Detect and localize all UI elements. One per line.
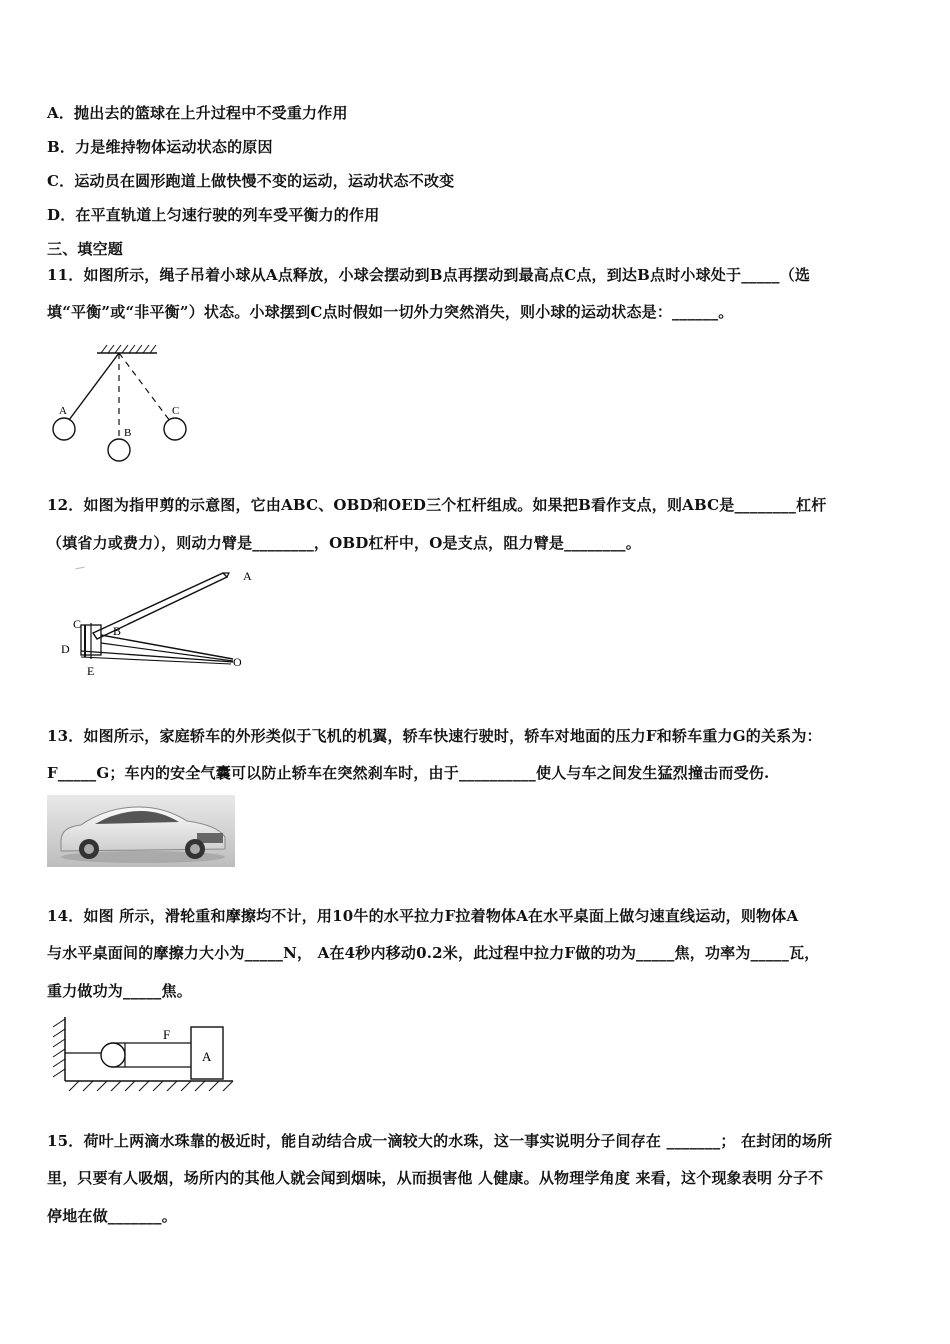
- pendulum-figure: [45, 343, 205, 468]
- label-b: B: [113, 624, 122, 638]
- option-d: D．在平直轨道上匀速行驶的列车受平衡力的作用: [47, 206, 380, 224]
- label-f: F: [163, 1027, 171, 1042]
- option-b: B．力是维持物体运动状态的原因: [47, 138, 273, 156]
- q12-line2: （填省力或费力），则动力臂是________，OBD杠杆中，O是支点，阻力臂是________。: [47, 534, 641, 552]
- label-a: A: [59, 405, 67, 417]
- q14-line1: 14．如图 所示，滑轮重和摩擦均不计，用10牛的水平拉力F拉着物体A在水平桌面上做匀速直线运动，则物体A: [47, 907, 799, 925]
- q11-line1: 11．如图所示，绳子吊着小球从A点释放，小球会摆动到B点再摆动到最高点C点，到达B点时小球处于_____（选: [47, 266, 811, 284]
- label-c: C: [73, 617, 82, 631]
- q13-line2: F_____G；车内的安全气囊可以防止轿车在突然刹车时，由于__________使人与车之间发生猛烈撞击而受伤.: [47, 764, 770, 782]
- label-a: A: [243, 569, 252, 583]
- pulley-figure: [45, 1013, 240, 1095]
- label-c: C: [172, 405, 180, 417]
- q15-line1: 15．荷叶上两滴水珠靠的极近时，能自动结合成一滴较大的水珠，这一事实说明分子间存在 _______； 在封闭的场所: [47, 1132, 833, 1150]
- ball-b: [108, 439, 130, 461]
- option-a: A．抛出去的篮球在上升过程中不受重力作用: [47, 104, 348, 122]
- label-d: D: [61, 642, 70, 656]
- car-image: [47, 795, 235, 867]
- section-title: 三、填空题: [47, 240, 124, 258]
- option-c: C．运动员在圆形跑道上做快慢不变的运动，运动状态不改变: [47, 172, 455, 190]
- lever-obd: [101, 635, 233, 659]
- q14-line2: 与水平桌面间的摩擦力大小为_____N， A在4秒内移动0.2米，此过程中拉力F做的功为_____焦，功率为_____瓦，: [47, 944, 820, 962]
- label-o: O: [233, 655, 242, 669]
- q13-line1: 13．如图所示，家庭轿车的外形类似于飞机的机翼，轿车快速行驶时，轿车对地面的压力F和轿车重力G的关系为：: [47, 727, 822, 745]
- pendulum-string-c: [119, 353, 170, 421]
- label-b: B: [124, 427, 132, 439]
- q15-line3: 停地在做_______。: [47, 1207, 177, 1225]
- label-e: E: [87, 664, 95, 678]
- q14-line3: 重力做功为_____焦。: [47, 982, 192, 1000]
- q11-line2: 填“平衡”或“非平衡”）状态。小球摆到C点时假如一切外力突然消失，则小球的运动状态是：______。: [47, 303, 734, 321]
- q15-line2: 里，只要有人吸烟，场所内的其他人就会闻到烟味，从而损害他 人健康。从物理学角度 来看，这个现象表明 分子不: [47, 1169, 824, 1187]
- q12-line1: 12．如图为指甲剪的示意图，它由ABC、OBD和OED三个杠杆组成。如果把B看作支点，则ABC是________杠杆: [47, 496, 827, 514]
- pendulum-string-a: [69, 353, 119, 420]
- ball-a: [53, 418, 75, 440]
- label-a: A: [202, 1049, 212, 1064]
- nail-clipper-figure: [55, 563, 255, 681]
- ball-c: [164, 418, 186, 440]
- pulley-wheel: [101, 1043, 125, 1067]
